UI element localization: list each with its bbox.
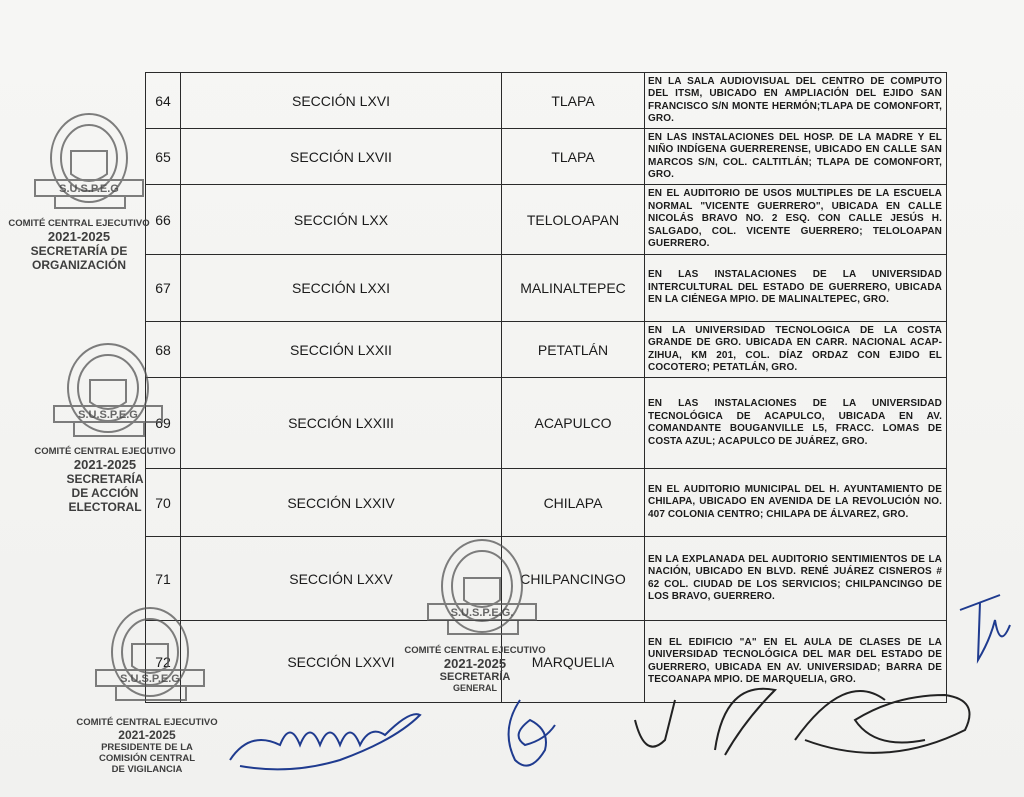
stamp-vigilancia xyxy=(72,717,222,775)
svg-text:S.U.S.P.E.G: S.U.S.P.E.G xyxy=(78,409,138,421)
venue-address: EN LA EXPLANADA DEL AUDITORIO SENTIMIENTOS DE LA NACIÓN, UBICADO EN BLVD. RENÉ JUÁREZ CISNEROS # 62 COL. CIUDAD DE LOS SERVICIOS; CHILPANCINGO DE LOS BRAVO, GUERRERO. xyxy=(645,537,947,621)
stamp-line: COMISIÓN CENTRAL xyxy=(98,753,196,764)
section-name: SECCIÓN LXXIV xyxy=(181,469,502,537)
venue-address: EN LA SALA AUDIOVISUAL DEL CENTRO DE COMPUTO DEL ITSM, UBICADO EN AMPLIACIÓN DEL EJIDO SAN FRANCISCO S/N MONTE HERMÓN;TLAPA DE COMONFORT, GRO. xyxy=(645,73,947,129)
table-row xyxy=(146,129,947,185)
city-name: CHILPANCINGO xyxy=(502,537,645,621)
stamp-line: COMITÉ CENTRAL EJECUTIVO xyxy=(76,717,218,728)
section-name: SECCIÓN LXXV xyxy=(181,537,502,621)
table-row xyxy=(146,469,947,537)
venue-address: EN EL AUDITORIO DE USOS MULTIPLES DE LA ESCUELA NORMAL "VICENTE GUERRERO", UBICADA EN CALLE NICOLÁS BRAVO NO. 2 ESQ. CON CALLE JESÚS H. SALGADO, COL. VICENTE GUERRERO; TELOLOAPAN GUERRERO. xyxy=(645,185,947,255)
city-name: MALINALTEPEC xyxy=(502,255,645,322)
section-name: SECCIÓN LXXII xyxy=(181,322,502,378)
row-number: 66 xyxy=(146,185,181,255)
row-number: 70 xyxy=(146,469,181,537)
row-number: 68 xyxy=(146,322,181,378)
stamp-line: ELECTORAL xyxy=(68,500,142,514)
stamp-line: 2021-2025 xyxy=(73,457,137,472)
venue-address: EN LAS INSTALACIONES DEL HOSP. DE LA MADRE Y EL NIÑO INDÍGENA GUERRERENSE, UBICADO EN CALLE SAN MARCOS S/N, COL. CALTITLÁN; TLAPA DE COMONFORT, GRO. xyxy=(645,129,947,185)
section-name: SECCIÓN LXVI xyxy=(181,73,502,129)
signature-icon xyxy=(220,700,440,780)
section-name: SECCIÓN LXXI xyxy=(181,255,502,322)
stamp-line: GENERAL xyxy=(452,683,497,693)
table-row xyxy=(146,378,947,469)
stamp-line: SECRETARÍA DE xyxy=(30,244,128,258)
venue-address: EN LA UNIVERSIDAD TECNOLOGICA DE LA COSTA GRANDE DE GRO. UBICADA EN CARR. NACIONAL ACAP-ZIHUA, KM 201, COL. DÍAZ ORDAZ CON EJIDO EL COCOTERO; PETATLÁN, GRO. xyxy=(645,322,947,378)
row-number: 69 xyxy=(146,378,181,469)
city-name: PETATLÁN xyxy=(502,322,645,378)
city-name: TLAPA xyxy=(502,73,645,129)
table-row xyxy=(146,73,947,129)
stamp-line: 2021-2025 xyxy=(118,728,176,742)
stamp-line: 2021-2025 xyxy=(443,656,507,671)
union-seal-icon xyxy=(27,96,157,216)
section-name: SECCIÓN LXXVI xyxy=(181,621,502,703)
stamp-line: COMITÉ CENTRAL EJECUTIVO xyxy=(404,645,546,656)
svg-text:S.U.S.P.E.G: S.U.S.P.E.G xyxy=(59,183,119,195)
venue-address: EN EL EDIFICIO "A" EN EL AULA DE CLASES DE LA UNIVERSIDAD TECNOLÓGICA DEL MAR DEL ESTADO DE GUERRERO, UBICADA EN AV. UNIVERSIDAD; BARRA DE TECOANAPA MPIO. DE MARQUELIA, GRO. xyxy=(645,621,947,703)
row-number: 65 xyxy=(146,129,181,185)
table-row xyxy=(146,322,947,378)
stamp-line: COMITÉ CENTRAL EJECUTIVO xyxy=(34,446,176,457)
venue-address: EN EL AUDITORIO MUNICIPAL DEL H. AYUNTAMIENTO DE CHILAPA, UBICADO EN AVENIDA DE LA REVOLUCIÓN NO. 407 COLONIA CENTRO; CHILAPA DE ÁLVAREZ, GRO. xyxy=(645,469,947,537)
svg-text:S.U.S.P.E.G: S.U.S.P.E.G xyxy=(120,673,180,685)
stamp-line: DE ACCIÓN xyxy=(71,486,139,500)
venue-address: EN LAS INSTALACIONES DE LA UNIVERSIDAD INTERCULTURAL DEL ESTADO DE GUERRERO, UBICADA EN LA CIÉNEGA MPIO. DE MALINALTEPEC, GRO. xyxy=(645,255,947,322)
city-name: TELOLOAPAN xyxy=(502,185,645,255)
city-name: CHILAPA xyxy=(502,469,645,537)
section-name: SECCIÓN LXVII xyxy=(181,129,502,185)
venues-table xyxy=(145,72,947,703)
table-row xyxy=(146,621,947,703)
section-name: SECCIÓN LXXIII xyxy=(181,378,502,469)
stamp-line: COMITÉ CENTRAL EJECUTIVO xyxy=(8,218,150,229)
stamp-line: SECRETARÍA xyxy=(66,472,144,486)
stamp-line: ORGANIZACIÓN xyxy=(32,258,126,272)
row-number: 67 xyxy=(146,255,181,322)
city-name: ACAPULCO xyxy=(502,378,645,469)
stamp-line: DE VIGILANCIA xyxy=(111,764,183,775)
table-row xyxy=(146,255,947,322)
signature-icon xyxy=(950,590,1020,690)
section-name: SECCIÓN LXX xyxy=(181,185,502,255)
city-name: TLAPA xyxy=(502,129,645,185)
venue-address: EN LAS INSTALACIONES DE LA UNIVERSIDAD TECNOLÓGICA DE ACAPULCO, UBICADA EN AV. COMANDANTE BOUGANVILLE L5, FRACC. LOMAS DE COSTA AZUL; ACAPULCO DE JUÁREZ, GRO. xyxy=(645,378,947,469)
svg-text:S.U.S.P.E.G.: S.U.S.P.E.G. xyxy=(450,607,514,619)
table-row xyxy=(146,185,947,255)
signature-icon xyxy=(490,690,570,780)
stamp-line: 2021-2025 xyxy=(47,229,111,244)
stamp-line: PRESIDENTE DE LA xyxy=(101,742,193,753)
stamp-organizacion xyxy=(4,218,154,272)
table-row xyxy=(146,537,947,621)
city-name: MARQUELIA xyxy=(502,621,645,703)
stamp-line: SECRETARÍA xyxy=(439,671,511,683)
row-number: 71 xyxy=(146,537,181,621)
row-number: 64 xyxy=(146,73,181,129)
row-number: 72 xyxy=(146,621,181,703)
